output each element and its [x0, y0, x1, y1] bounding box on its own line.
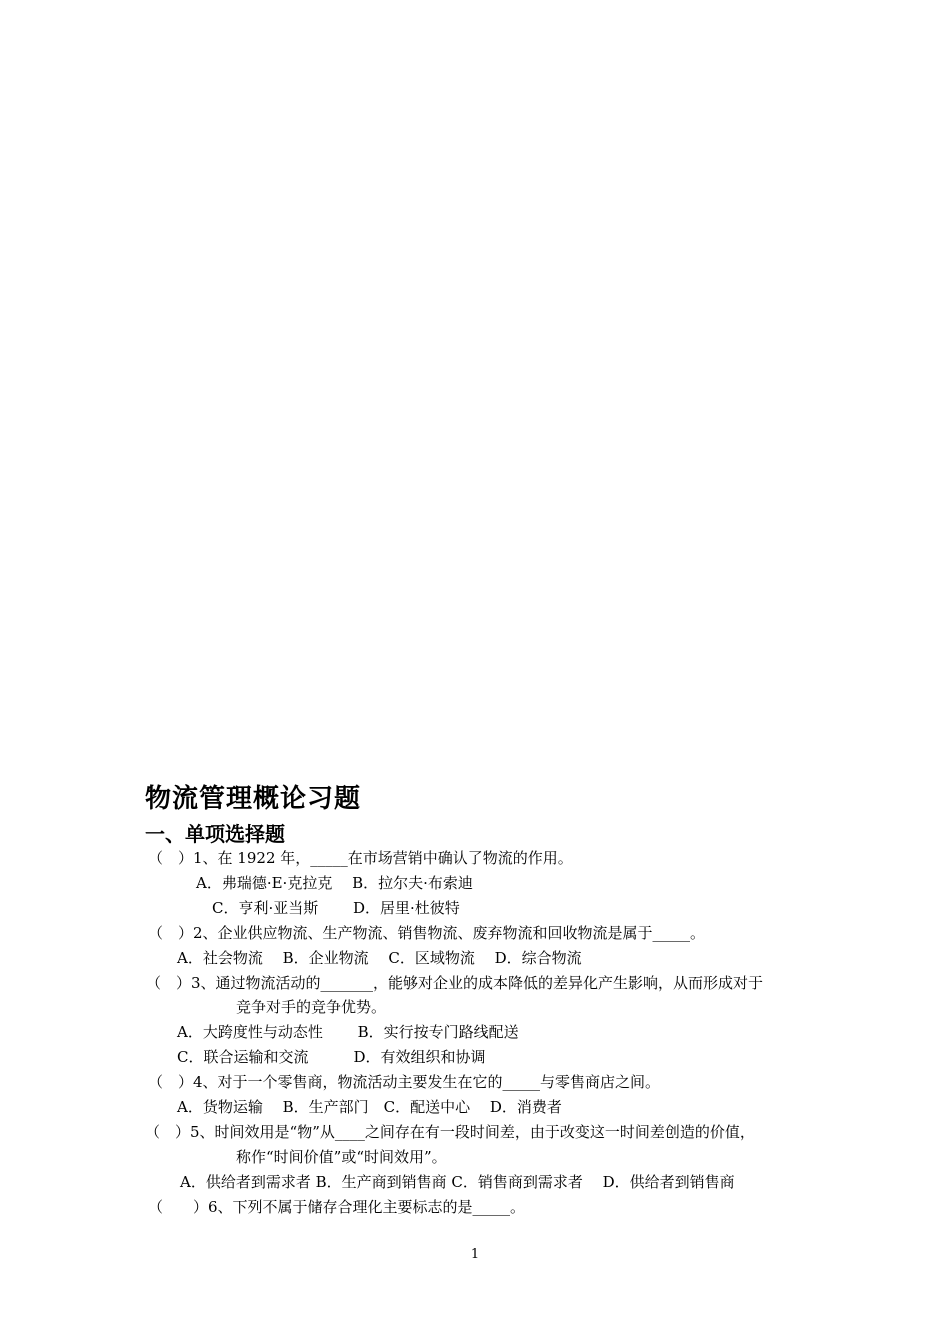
question-1-options-cd: C．亨利·亚当斯 D．居里·杜彼特	[212, 899, 460, 917]
question-3-options-ab: A．大跨度性与动态性 B．实行按专门路线配送	[177, 1023, 519, 1041]
question-4: （ ）4、对于一个零售商，物流活动主要发生在它的_____与零售商店之间。	[148, 1073, 661, 1091]
question-2-options: A．社会物流 B．企业物流 C．区域物流 D．综合物流	[177, 949, 582, 967]
question-4-options: A．货物运输 B．生产部门 C．配送中心 D．消费者	[177, 1098, 562, 1116]
question-3-options-cd: C．联合运输和交流 D．有效组织和协调	[177, 1048, 486, 1066]
question-5: （ ）5、时间效用是“物”从____之间存在有一段时间差，由于改变这一时间差创造的价值，	[145, 1123, 755, 1141]
section-heading: 一、单项选择题	[145, 822, 285, 846]
question-1-options-ab: A．弗瑞德·E·克拉克 B．拉尔夫·布索迪	[196, 874, 473, 892]
page-number: 1	[470, 1247, 480, 1262]
question-1: （ ）1、在 1922 年，_____在市场营销中确认了物流的作用。	[148, 849, 573, 867]
document-title: 物流管理概论习题	[145, 784, 362, 814]
question-2: （ ）2、企业供应物流、生产物流、销售物流、废弃物流和回收物流是属于_____。	[148, 924, 706, 942]
question-3: （ ）3、通过物流活动的_______，能够对企业的成本降低的差异化产生影响，从而形成对于	[146, 974, 764, 992]
question-3-continuation: 竞争对手的竞争优势。	[236, 998, 387, 1016]
question-6: （ ）6、下列不属于储存合理化主要标志的是_____。	[148, 1198, 526, 1216]
question-5-options: A．供给者到需求者 B．生产商到销售商 C．销售商到需求者 D．供给者到销售商	[180, 1173, 735, 1191]
question-5-continuation: 称作“时间价值”或“时间效用”。	[236, 1148, 447, 1166]
